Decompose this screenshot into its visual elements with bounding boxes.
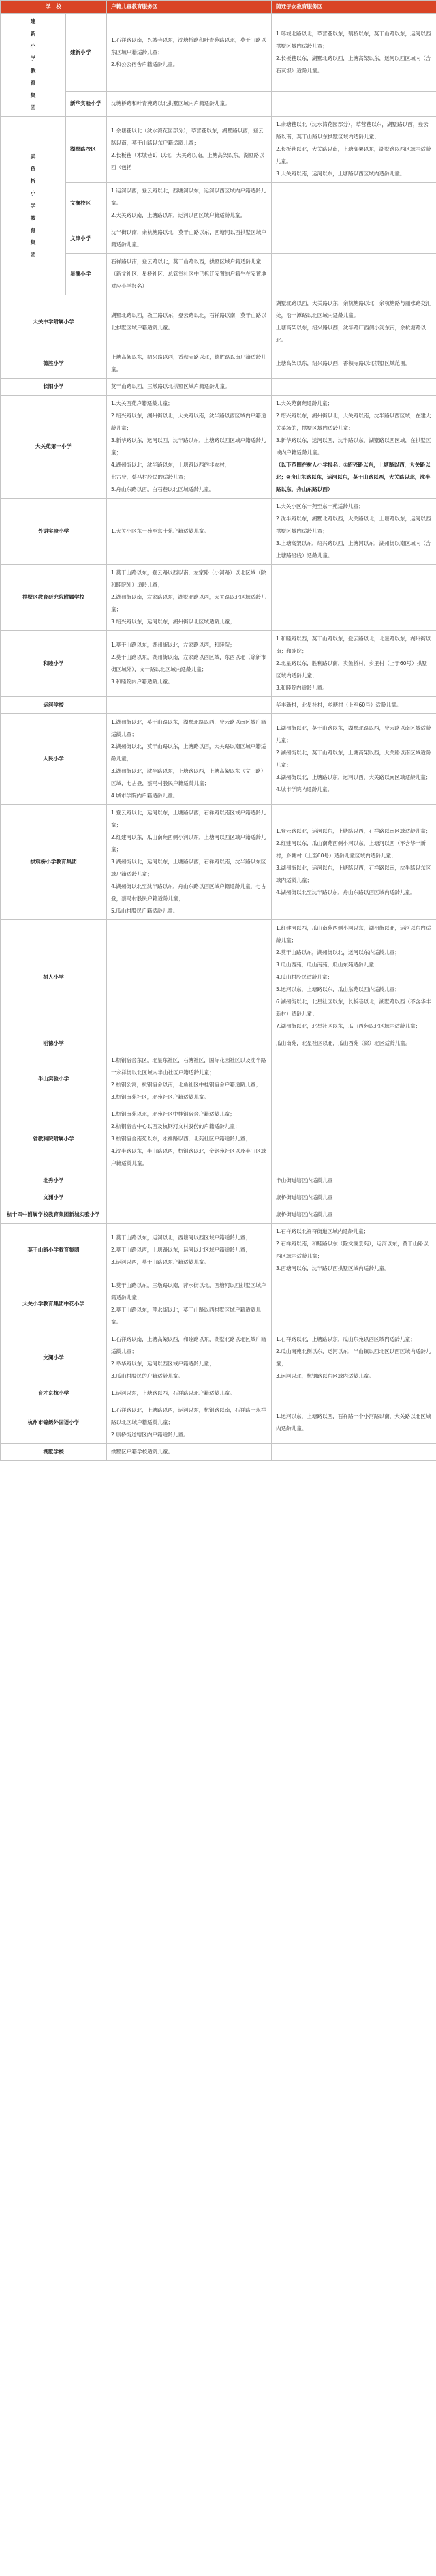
migrant-zone-cell (272, 920, 436, 1035)
school-name-cell (1, 1189, 107, 1206)
zone-item: 石祥路以南，登云路以北，莫干山路以西，拱墅区域户籍适龄儿童（新文社区、星桥社区、总管堂社区中已拆迁安置的户籍生在安置地对应小学报名） (111, 258, 266, 289)
zone-item: 2.和公公宿舍户籍适龄儿童。 (111, 61, 178, 68)
campus-name: 建新小学 (66, 14, 107, 92)
zone-item: 湖墅北路以西，教工路以东，登云路以北，石祥路以南，莫干山路以北拱墅区域户籍适龄儿童。 (111, 312, 266, 331)
zone-item: 拱墅区户籍学校适龄儿童。 (111, 1449, 174, 1455)
migrant-zone-cell (272, 1224, 436, 1277)
migrant-zone-cell (272, 1035, 436, 1052)
zone-item: 1.杭钢南苑以北，北苑社区中桂钢宿舍户籍适龄儿童； (111, 1111, 235, 1117)
zone-item: 1.莫干山路以东，三墩路以南，萍水街以北，西塘河以西拱墅区域户籍适龄儿童； (111, 1282, 266, 1301)
migrant-zone-cell (272, 396, 436, 499)
zone-item: 1.石祥路以北，上塘路以东，瓜山东苑以西区域内适龄儿童； (276, 1336, 416, 1342)
hukou-zone-cell (107, 1052, 272, 1106)
table-row (1, 1444, 436, 1461)
zone-item: 5.舟山东路以西，白石巷以北区域适龄儿童。 (111, 486, 215, 492)
zone-item: 3.和睦院内适龄儿童。 (276, 685, 328, 691)
table-row (1, 224, 436, 254)
hukou-zone-cell (107, 1277, 272, 1331)
migrant-zone-cell (272, 349, 436, 379)
school-name: 和睦小学 (43, 660, 64, 666)
zone-item: 2.莫干山路以东，萍水街以北，莫干山路以西拱墅区域户籍适龄儿童。 (111, 1307, 261, 1325)
zone-item: 3.绍兴路以东，运河以东，湖州街以北区域适龄儿童； (111, 619, 235, 625)
zone-item: 2.湖州街以南，左家路以东，湖墅北路以西，大关路以北区域适龄儿童； (111, 594, 266, 612)
school-name: 长阳小学 (43, 383, 64, 389)
campus-name: 文津小学 (66, 224, 107, 254)
zone-item: 沈半街以南，余杭塘路以北，莫干山路以东，西塘河以西拱墅区域户籍适龄儿童。 (111, 229, 266, 248)
zone-item: 1.莫干山路以东，登云路以西以南，左家路（小河路）以北区域（除和睦院外）适龄儿童； (111, 569, 266, 588)
school-name: 德胜小学 (43, 360, 64, 366)
campus-name: 新华实验小学 (66, 91, 107, 116)
hukou-zone-cell (107, 117, 272, 183)
migrant-zone-cell (272, 254, 436, 295)
school-name: 大关中学附属小学 (33, 319, 74, 325)
zone-item: 2.长板巷以北，大关路以南，上塘高架以东，湖墅路以西区域内适龄儿童。 (276, 146, 431, 164)
table-body (1, 14, 436, 1461)
zone-item: 沈塘桥路和叶青苑路以北拱墅区域内户籍适龄儿童。 (111, 100, 230, 107)
zone-item: 1.登云路以北，运河以东，上塘路以西，石祥路以南区域适龄儿童； (276, 828, 431, 834)
table-row (1, 379, 436, 396)
migrant-zone-cell (272, 1206, 436, 1224)
migrant-zone-cell (272, 1052, 436, 1106)
school-name: 树人小学 (43, 974, 64, 980)
school-name: 明德小学 (43, 1040, 64, 1046)
school-name: 杭十四中附属学校教育集团新城实验小学 (7, 1211, 100, 1217)
zone-item: 七古登，蔡马村股民的适龄儿童； (111, 474, 189, 480)
hukou-zone-cell (107, 396, 272, 499)
zone-item: 1.大关苑南苑适龄儿童； (276, 400, 333, 406)
zone-item: 2.康桥街道辖区内户籍适龄儿童。 (111, 1432, 189, 1438)
table-row (1, 396, 436, 499)
zone-item: 康桥街道辖区内适龄儿童 (276, 1194, 333, 1200)
zone-item: 2.沈半路以东，湖墅北路以西，大关路以北，上塘路以东，运河以西拱墅区域内适龄儿童； (276, 516, 431, 534)
table-row (1, 1052, 436, 1106)
zone-item: 上塘高架以东，绍兴路以西，香积寺路以北拱墅区域范围。 (276, 360, 411, 366)
header-migrant-zone: 随迁子女教育服务区 (272, 1, 436, 14)
zone-item: 1.登云路以北，运河以东，上塘路以西，石祥路以南区域户籍适龄儿童； (111, 810, 266, 828)
zone-item: 2.莫干山路以西，上塘路以东，运河以北区域户籍适龄儿童； (111, 1247, 251, 1253)
zone-item: 3.湖州街以北，运河以东，上塘路以西，石祥路以南，沈半路以东区域户籍适龄儿童； (111, 859, 266, 877)
hukou-zone-cell (107, 91, 272, 116)
zone-item: 7.湖州街以北，北星社区以东，瓜山西苑以北区域内适龄儿童； (276, 1023, 421, 1029)
school-name: 拱宸桥小学教育集团 (30, 859, 77, 865)
zone-item: 4.湖州街以北至沈半路以东，舟山东路以西区域户籍适龄儿童，七古登，蔡马村股民户籍适龄儿童； (111, 883, 266, 902)
zone-item: 3.西塘河以东，沈半路以西拱墅区域内适龄儿童。 (276, 1265, 390, 1271)
zone-item: 3.瓜山村股民的户籍适龄儿童。 (111, 1373, 183, 1379)
zone-item: 1.运河以东，上塘路以西，石祥路一个小河路以南，大关路以北区域内适龄儿童。 (276, 1413, 431, 1432)
zone-item: 6.湖州街以北，北星社区以东，长板巷以北，湖墅路以西（不含华丰新村）适龄儿童； (276, 998, 431, 1017)
zone-item: 4.城市学院内适龄儿童。 (276, 786, 333, 793)
zone-item: 3.湖州街以北，运河以东，上塘路以西，石祥路以南，沈半路以东区域内适龄儿童； (276, 865, 431, 883)
hukou-zone-cell (107, 1106, 272, 1172)
hukou-zone-cell (107, 1172, 272, 1189)
school-name-cell (1, 396, 107, 499)
school-name: 杭州市锦绣外国语小学 (27, 1419, 80, 1425)
zone-item: 3.上塘高架以东，绍兴路以西，上塘河以东，湖州街以南区域内（含上塘路沿线）适龄儿童。 (276, 540, 431, 559)
zone-item: 3.和睦院内户籍适龄儿童。 (111, 679, 173, 685)
school-name-cell (1, 631, 107, 697)
migrant-zone-cell (272, 805, 436, 920)
table-row (1, 1331, 436, 1385)
zone-item: 瓜山南苑，北星社区以北，瓜山西苑（除）北区适龄儿童。 (276, 1040, 411, 1046)
table-row (1, 499, 436, 565)
school-name-cell (1, 117, 66, 295)
migrant-zone-cell (272, 1189, 436, 1206)
school-name: 人民小学 (43, 756, 64, 762)
zone-item: 1.杭钢宿舍东区，北星东社区，石塘社区，国际花园社区以及沈半路一永祥街以北区域内半山社区户籍适龄儿童； (111, 1057, 266, 1076)
hukou-zone-cell (107, 1224, 272, 1277)
zone-item: 2.莫干山路以东，湖州街以北，运河以东内适龄儿童； (276, 949, 400, 956)
zone-item: 莫干山路以西，三墩路以北拱墅区域户籍适龄儿童。 (111, 383, 230, 389)
zone-item: 2.大关路以南，上塘路以东，运河以西区域户籍适龄儿童。 (111, 212, 246, 218)
migrant-zone-cell (272, 183, 436, 224)
school-name-cell (1, 805, 107, 920)
hukou-zone-cell (107, 14, 272, 92)
table-row (1, 1172, 436, 1189)
zone-item: 3.运河以西，莫干山路以东户籍适龄儿童。 (111, 1259, 209, 1265)
table-row (1, 1385, 436, 1402)
zone-item: 1.湖州街以北，莫干山路以东，湖墅北路以西，登云路以南区域户籍适龄儿童； (111, 719, 266, 737)
hukou-zone-cell (107, 499, 272, 565)
hukou-zone-cell (107, 920, 272, 1035)
school-name: 拱墅区教育研究院附属学校 (22, 594, 85, 600)
school-name-cell (1, 349, 107, 379)
school-name-cell (1, 1444, 107, 1461)
zone-item: 1.余塘巷以北（沈水湾花园部分），草营巷以东，湖墅路以西，登云路以南，莫干山路以东户籍适龄儿童； (111, 128, 264, 146)
hukou-zone-cell (107, 1444, 272, 1461)
migrant-zone-cell (272, 1402, 436, 1444)
school-name-cell (1, 499, 107, 565)
school-name-cell (1, 565, 107, 631)
migrant-zone-cell (272, 1385, 436, 1402)
table-row (1, 1189, 436, 1206)
table-row (1, 805, 436, 920)
zone-item: 3.杭钢宿舍南苑以东，永祥路以西，北苑社区户籍适龄儿童； (111, 1136, 251, 1142)
school-name: 省教科院附属小学 (33, 1136, 74, 1142)
zone-item: 5.运河以东，上塘路以东，瓜山东苑以西内适龄儿童； (276, 986, 400, 992)
zone-item: 1.石祥路以北，上塘路以西，运河以东，杭钢路以南，石祥路一永祥路以北区域户籍适龄儿童； (111, 1407, 266, 1425)
migrant-zone-cell (272, 714, 436, 805)
hukou-zone-cell (107, 1385, 272, 1402)
zone-item: 4.城市学院内户籍适龄儿童。 (111, 793, 178, 799)
school-name-cell (1, 1052, 107, 1106)
table-row (1, 91, 436, 116)
zone-item: 1.环城北路以北，草营巷以东，藕桥以东，莫干山路以东，运河以西拱墅区域内适龄儿童； (276, 30, 431, 49)
table-row (1, 14, 436, 92)
hukou-zone-cell (107, 183, 272, 224)
zone-item: 2.北星路以东，胜利路以南，卖鱼桥村，乡里村（上于60号）拱墅区域内适龄儿童； (276, 660, 427, 679)
school-name-cell (1, 1277, 107, 1331)
zone-item: 康桥街道辖区内适龄儿童 (276, 1211, 333, 1217)
school-name: 大关苑第一小学 (35, 443, 72, 449)
zone-item: 2.阜华路以东，运河以西区域户籍适龄儿童； (111, 1361, 215, 1367)
zone-item: 湖墅北路以西，大关路以东，余杭塘路以北，余杭塘路与丽水路交汇处，沿丰潭路以北区域内适龄儿童。 (276, 300, 431, 319)
zone-item: 1.石祥路以南，兴城巷以东，沈塘桥路和叶青苑路以北，莫干山路以东区域户籍适龄儿童； (111, 36, 266, 55)
zone-item: 1.红建河以西，瓜山南苑西侧小河以东，湖州街以北，运河以东内适龄儿童； (276, 925, 431, 943)
zone-item: 2.长板巷（木城巷1）以北，大关路以南，上塘高架以东，湖墅路以西（包括 (111, 152, 264, 171)
zone-item: 3.湖州街以北，沈半路以东，上塘路以西，上塘高架以东（文三路）区域，七古登，蔡马村股民户籍适龄儿童； (111, 768, 266, 786)
zone-item: 2.绍兴路以东，湖州街以北，大关路以南，沈半路以西区域，在建大关菜场的，拱墅区域内适龄儿童； (276, 413, 431, 431)
school-name-cell (1, 14, 66, 117)
hukou-zone-cell (107, 1402, 272, 1444)
zone-item: 2.瓜山南苑北侧以东，运河以东，半山镇以西北区以西区域内适龄儿童； (276, 1348, 431, 1367)
campus-name: 湖墅路校区 (66, 117, 107, 183)
school-name: 运河学校 (43, 702, 64, 708)
migrant-zone-cell (272, 117, 436, 183)
school-name: 文渊小学 (43, 1194, 64, 1200)
zone-item: 2.湖州街以北，莫干山路以东，上塘高架以西，大关路以南区域适龄儿童； (276, 750, 431, 768)
hukou-zone-cell (107, 714, 272, 805)
header-school: 学 校 (1, 1, 107, 14)
school-name-cell (1, 697, 107, 714)
migrant-zone-cell (272, 1172, 436, 1189)
zone-item: 1.大关小区东一苑至东十苑户籍适龄儿童。 (111, 528, 209, 534)
hukou-zone-cell (107, 295, 272, 349)
zone-item: 2.杭钢宿舍中心以西及杭钢河文村股份的户籍适龄儿童； (111, 1123, 240, 1129)
table-row (1, 631, 436, 697)
school-name: 半山实验小学 (37, 1076, 69, 1082)
zone-item: 3.新华路以东，运河以西，沈半路以东，湖墅路以西区域，在拱墅区域内户籍适龄儿童。 (276, 437, 431, 456)
table-row (1, 1106, 436, 1172)
campus-name: 星澜小学 (66, 254, 107, 295)
school-name-cell (1, 1206, 107, 1224)
migrant-zone-cell (272, 295, 436, 349)
zone-item: 2.湖州街以北，莫干山路以东，上塘路以西，大关路以南区域户籍适龄儿童； (111, 743, 266, 762)
school-name: 大关小学教育集团中花小学 (22, 1301, 85, 1307)
zone-item: 4.湖州街以北，沈半路以东，上塘路以西的非农村， (111, 462, 230, 468)
school-name-cell (1, 1331, 107, 1385)
table-row (1, 254, 436, 295)
school-name: 莫干山路小学教育集团 (27, 1247, 80, 1253)
table-header-row (1, 1, 436, 14)
migrant-zone-cell (272, 379, 436, 396)
table-row (1, 1277, 436, 1331)
table-row (1, 920, 436, 1035)
migrant-zone-cell (272, 1444, 436, 1461)
table-row (1, 1402, 436, 1444)
zone-item: 1.石祥路以南，上塘高架以西，和睦路以东，湖墅北路以北区域户籍适龄儿童； (111, 1336, 266, 1354)
zone-item: 1.大关西苑户籍适龄儿童； (111, 400, 173, 406)
hukou-zone-cell (107, 1206, 272, 1224)
migrant-zone-cell (272, 1277, 436, 1331)
table-row (1, 183, 436, 224)
zone-item: 1.和睦路以西，莫干山路以东，登云路以北，北星路以东，湖州街以南；和睦院； (276, 636, 431, 654)
school-name-cell (1, 1035, 107, 1052)
zone-item: 3.大关路以南，运河以东，上塘路以西区域内适龄儿童。 (276, 171, 405, 177)
header-hukou-zone: 户籍儿童教育服务区 (107, 1, 272, 14)
table-row (1, 565, 436, 631)
zone-item: 4.湖州街以北至沈半路以东，舟山东路以西区域内适龄儿童。 (276, 889, 416, 895)
school-name-cell (1, 379, 107, 396)
hukou-zone-cell (107, 565, 272, 631)
hukou-zone-cell (107, 1035, 272, 1052)
zone-item: 1.运河以东，上塘路以西，石祥路以北户籍适龄儿童。 (111, 1390, 235, 1396)
zone-item: 3.瓜山西苑，瓜山南苑，瓜山东苑适龄儿童； (276, 962, 379, 968)
zone-item: 3.新华路以东，运河以西，沈半路以东，上塘路以西区域户籍适龄儿童； (111, 437, 266, 456)
migrant-zone-cell (272, 697, 436, 714)
table-row (1, 1206, 436, 1224)
zone-item: （以下范围在树人小学报名：①绍兴路以东，上塘路以西，大关路以北；②舟山东路以东，运河以东，莫干山路以西，大关路以北，沈半路以东，舟山东路以西） (276, 462, 431, 492)
school-name: 卖鱼桥小学教育集团 (30, 153, 36, 258)
hukou-zone-cell (107, 224, 272, 254)
zone-item: 1.运河以西，登云路以北，西塘河以东，运河以西区域内户籍适龄儿童。 (111, 188, 266, 206)
zone-item: 4.沈半路以东，半山路以西，杭钢路以北，金钢苑社区以及半山区域户籍适龄儿童。 (111, 1148, 266, 1166)
campus-name: 文澜校区 (66, 183, 107, 224)
zone-item: 5.瓜山村股民户籍适龄儿童。 (111, 908, 178, 914)
school-name-cell (1, 1106, 107, 1172)
zone-item: 2.石祥路以南，和睦路以东（除文澜景苑），运河以东，莫干山路以西区域内适龄儿童； (276, 1241, 429, 1259)
zone-item: 上塘高架以东，绍兴路以西，沈半路厂西侧小河东南，余杭塘路以北。 (276, 325, 426, 343)
school-name-cell (1, 1172, 107, 1189)
school-name: 文澜小学 (43, 1354, 64, 1361)
hukou-zone-cell (107, 805, 272, 920)
migrant-zone-cell (272, 631, 436, 697)
zone-item: 3.杭钢南苑社区，北苑社区户籍适龄儿童。 (111, 1094, 209, 1100)
hukou-zone-cell (107, 1331, 272, 1385)
zone-item: 半山街道辖区内适龄儿童 (276, 1177, 333, 1183)
table-row (1, 697, 436, 714)
table-row (1, 117, 436, 183)
zone-item: 2.莫干山路以东，湖州街以南，左家路以西区域，东西以北（除新市街区域外），文一路以北区域内适龄儿童； (111, 654, 266, 672)
hukou-zone-cell (107, 379, 272, 396)
migrant-zone-cell (272, 91, 436, 116)
table-row (1, 295, 436, 349)
zone-item: 3.运河以北，杭钢路以东区域内适龄儿童。 (276, 1373, 374, 1379)
school-name: 湖墅学校 (43, 1449, 64, 1455)
zone-item: 2.绍兴路以东，湖州街以北，大关路以南，沈半路以西区域内户籍适龄儿童； (111, 413, 266, 431)
school-name-cell (1, 1224, 107, 1277)
zone-item: 2.杭钢公寓，杭钢宿舍以南，北角社区中桂钢宿舍户籍适龄儿童； (111, 1082, 261, 1088)
migrant-zone-cell (272, 14, 436, 92)
school-name-cell (1, 1402, 107, 1444)
migrant-zone-cell (272, 499, 436, 565)
hukou-zone-cell (107, 631, 272, 697)
school-name-cell (1, 1385, 107, 1402)
zone-item: 1.莫干山路以东，运河以北，西塘河以西区域户籍适龄儿童； (111, 1234, 251, 1241)
zone-item: 1.莫干山路以东，湖州街以北，左家路以西，和睦院； (111, 642, 235, 648)
hukou-zone-cell (107, 254, 272, 295)
migrant-zone-cell (272, 1331, 436, 1385)
school-name-cell (1, 920, 107, 1035)
migrant-zone-cell (272, 1106, 436, 1172)
hukou-zone-cell (107, 349, 272, 379)
zone-item: 上塘高架以东，绍兴路以西，香积寺路以北，德胜路以南户籍适龄儿童。 (111, 354, 266, 372)
zone-item: 4.瓜山村股民适龄儿童； (276, 974, 333, 980)
zone-item: 2.长板巷以东，湖墅北路以西，上塘高架以东，运河以西区域内（含石灰坝）适龄儿童。 (276, 55, 431, 74)
table-row (1, 349, 436, 379)
school-name: 建新小学教育集团 (30, 18, 36, 110)
school-name: 育才京杭小学 (37, 1390, 69, 1396)
table-row (1, 714, 436, 805)
zone-item: 华丰新村，北星社村，乡塘村（上至60号）适龄儿童。 (276, 702, 402, 708)
zone-item: 3.湖州街以北，上塘路以东，运河以西，大关路以南区域适龄儿童； (276, 774, 431, 780)
zone-item: 1.大关小区东一苑至东十苑适龄儿童； (276, 503, 364, 509)
zone-item: 2.红建河以东，瓜山南苑西侧小河以东，上塘河以西（不含华丰新村，乡塘村（上至60号）适龄儿童区域内适龄儿童； (276, 840, 426, 859)
table-row (1, 1224, 436, 1277)
school-name: 北秀小学 (43, 1177, 64, 1183)
table-row (1, 1035, 436, 1052)
school-name-cell (1, 714, 107, 805)
zone-item: 1.余塘巷以北（沈水湾花园部分），草营巷以东，湖墅路以西，登云路以南，莫干山路以东拱墅区域内适龄儿童； (276, 121, 429, 140)
school-name: 外语实验小学 (37, 528, 69, 534)
zone-item: 1.湖州街以北，莫干山路以东，湖墅北路以西，登云路以南区域适龄儿童； (276, 725, 431, 743)
zone-item: 2.红建河以东，瓜山南苑西侧小河以东，上塘河以西区域户籍适龄儿童； (111, 834, 266, 853)
school-name-cell (1, 295, 107, 349)
migrant-zone-cell (272, 224, 436, 254)
hukou-zone-cell (107, 1189, 272, 1206)
migrant-zone-cell (272, 565, 436, 631)
hukou-zone-cell (107, 697, 272, 714)
zone-item: 1.石祥路以北祥符街道区域内适龄儿童； (276, 1228, 369, 1234)
